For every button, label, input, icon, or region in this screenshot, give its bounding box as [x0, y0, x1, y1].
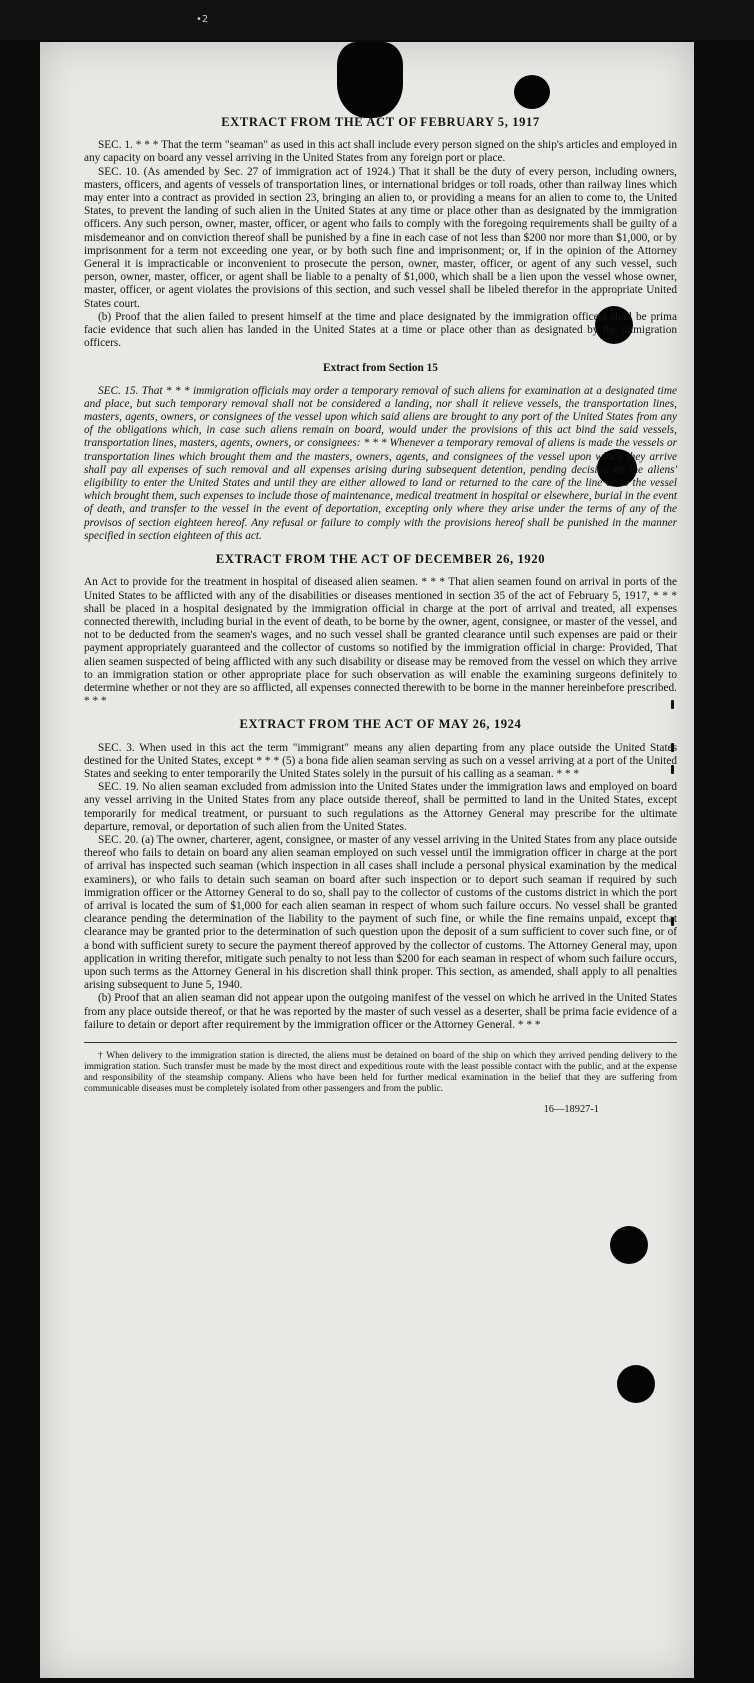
paragraph-sec-3: SEC. 3. When used in this act the term "immigrant" means any alien departing from any place outside the United States destined for the United States, except * * * (5) a bona fide alien seaman serving as such on a vessel arriving at a port of the United States and seeking to enter temporarily the United States solely in the pursuit of his calling as a seaman. * * *	[84, 741, 677, 780]
heading-act-1924: EXTRACT FROM THE ACT OF MAY 26, 1924	[239, 717, 522, 732]
scan-corner-mark: •2	[196, 14, 209, 25]
ink-smudge	[337, 42, 403, 118]
footnote: † When delivery to the immigration station is directed, the aliens must be detained on board of the ship on which they arrived pending delivery to the immigration station. Such transfer must be made by the most direct and expeditious route with the least possible contact with the public, and at the expense and responsibility of the steamship company. Aliens who have been held for further medical examination in the belief that they are suffering from communicable diseases must be completely isolated from other passengers and from the public.	[84, 1051, 677, 1094]
heading-section-15: Extract from Section 15	[323, 362, 438, 375]
punch-hole	[617, 1365, 655, 1403]
paragraph-sec-1: SEC. 1. * * * That the term "seaman" as used in this act shall include every person signed on the ship's articles and employed in any capacity on board any vessel arriving in the United States from any foreign port or place.	[84, 139, 677, 165]
paragraph-sec-20-b: (b) Proof that an alien seaman did not appear upon the outgoing manifest of the vessel on which he arrived in the United States from any place outside thereof, or that he was reported by the master of such vessel as a deserter, shall be prima facie evidence of a failure to detain or deport after requirement by the immigration officer or the Attorney General. * * *	[84, 992, 677, 1031]
heading-act-1917: EXTRACT FROM THE ACT OF FEBRUARY 5, 1917	[221, 115, 540, 129]
heading-act-1920: EXTRACT FROM THE ACT OF DECEMBER 26, 1920	[215, 552, 546, 567]
paragraph-act-1920: An Act to provide for the treatment in hospital of diseased alien seamen. * * * That alien seamen found on arrival in ports of the United States to be afflicted with any of the disabilities or diseases mentioned in section 35 of the act of February 5, 1917, * * * shall be placed in a hospital designated by the immigration official in charge at the port of arrival and treated, all expenses connected therewith, including burial in the event of death, to be borne by the owner, agent, consignee, or master of the vessel, and not to be deducted from the seamen's wages, and no such vessel shall be granted clearance until such expenses are paid or their payment appropriately guaranteed and the collector of customs so notified by the immigration official in charge: Provided, That alien seamen suspected of being afflicted with any such disability or disease may be removed from the vessel on which they arrive to an immigration station or other appropriate place for such observation as will enable the examining surgeons definitely to determine whether or not they are so afflicted, all expenses connected therewith to be borne in the manner hereinbefore prescribed. * * *	[84, 576, 677, 708]
punch-hole	[514, 75, 550, 109]
scan-background-top	[0, 0, 754, 40]
footnote-divider	[84, 1042, 677, 1043]
paragraph-sec-15: SEC. 15. That * * * immigration officials may order a temporary removal of such aliens for examination at a designated time and place, but such temporary removal shall not be considered a landing, nor shall it relieve vessels, the transportation lines, masters, agents, owners, or consignees of the vessel upon which said aliens are brought to any port of the United States from any of the obligations which, in case such aliens remain on board, would under the provisions of this act bind the said vessels, transportation lines, masters, agents, owners, or consignees: * * * Whenever a temporary removal of aliens is made the vessels or transportation lines which brought them and the masters, owners, agents, and consignees of the vessel upon which they arrive shall pay all expenses of such removal and all expenses arising during subsequent detention, pending decision on the aliens' eligibility to enter the United States and until they are either allowed to land or returned to the care of the line or to the vessel which brought them, such expenses to include those of maintenance, medical treatment in hospital or elsewhere, burial in the event of death, and transfer to the vessel in the event of deportation, excepting only where they arise under the terms of any of the provisos of section eighteen hereof. Any refusal or failure to comply with the provisions hereof shall be punished in the manner specified in section eighteen of this act.	[84, 384, 677, 542]
paragraph-sec-19: SEC. 19. No alien seaman excluded from admission into the United States under the immigration laws and employed on board any vessel arriving in the United States from any place outside thereof, shall be permitted to land in the United States, except temporarily for medical treatment, or pursuant to such regulations as the Attorney General may prescribe for the ultimate departure, removal, or deportation of such alien from the United States.	[84, 781, 677, 833]
document-text	[84, 116, 677, 1116]
paragraph-sec-10-b: (b) Proof that the alien failed to present himself at the time and place designated by the immigration officers shall be prima facie evidence that such alien has landed in the United States at a time or place other than as designated by the immigration officers.	[84, 310, 677, 350]
form-number: 16—18927-1	[543, 1104, 599, 1115]
paragraph-sec-20-a: SEC. 20. (a) The owner, charterer, agent, consignee, or master of any vessel arriving in the United States from any place outside thereof who fails to detain on board any alien seaman employed on such vessel until the immigration officer in charge at the port of arrival has inspected such seaman (which inspection in all cases shall include a personal physical examination by the medical examiners), or who fails to detain such seaman on board after such inspection or to deport such seaman if required by such immigration officer or the Attorney General to do so, shall pay to the collector of customs of the customs district in which the port of arrival is located the sum of $1,000 for each alien seaman in respect of whom such failure occurs. No vessel shall be granted clearance pending the determination of the liability to the payment of such fine, or while the fine remains unpaid, except that clearance may be granted prior to the determination of such question upon the deposit of a sum sufficient to cover such fine, or of a bond with sufficient surety to secure the payment thereof approved by the collector of customs. The Attorney General may, upon application in writing therefor, mitigate such penalty to not less than $200 for each seaman in respect of whom such failure occurs, upon such terms as the Attorney General in his discretion shall think proper. This section, as amended, shall apply to all penalties arising subsequent to June 5, 1940.	[84, 833, 677, 992]
paragraph-sec-10: SEC. 10. (As amended by Sec. 27 of immigration act of 1924.) That it shall be the duty of every person, including owners, masters, officers, and agents of vessels of transportation lines, or international bridges or toll roads, other than railway lines which may enter into a contract as provided in section 23, bringing an alien to, or providing a means for an alien to come to, the United States, to prevent the landing of such alien in the United States at any time or place other than as designated by the immigration officers. Any such person, owner, master, officer, or agent who fails to comply with the foregoing requirements shall be guilty of a misdemeanor and on conviction thereof shall be punished by a fine in each case of not less than $200 nor more than $1,000, or by imprisonment for a term not exceeding one year, or by both such fine and imprisonment; or, if in the opinion of the Attorney General it is impracticable or inconvenient to prosecute the person, owner, master, officer, or agent of any such vessel, such person, owner, master, officer, or agent shall be liable to a penalty of $1,000, which shall be a lien upon the vessel whose owner, master, officer, or agent violates the provisions of this section, and such vessel shall be libeled therefor in the appropriate United States court.	[84, 165, 677, 310]
punch-hole	[610, 1226, 648, 1264]
